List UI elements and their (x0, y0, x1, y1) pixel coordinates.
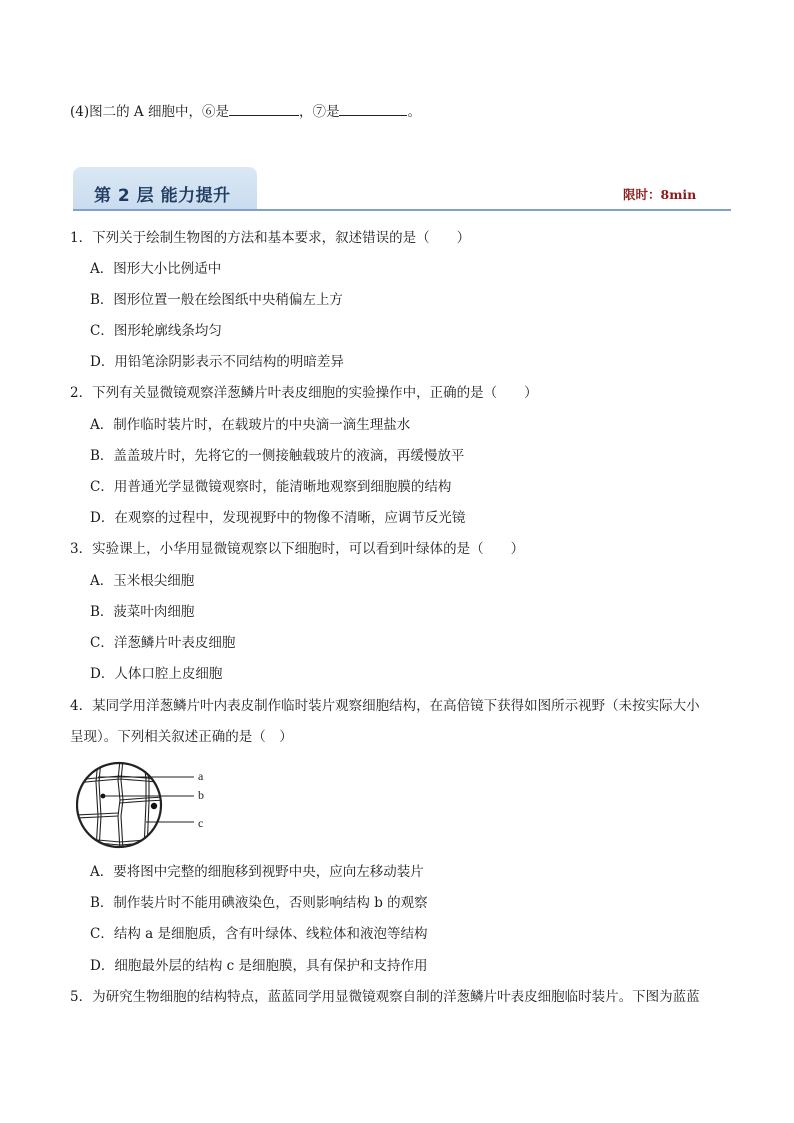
section-title: 第 2 层 能力提升 (94, 186, 231, 206)
question-3-stem: 3．实验课上，小华用显微镜观察以下细胞时，可以看到叶绿体的是（ ） (70, 541, 525, 557)
label-c: c (198, 816, 204, 830)
onion-cell-diagram (76, 760, 226, 852)
time-limit-label: 限时：8min (623, 187, 697, 202)
question-4-option-b[interactable]: B．制作装片时不能用碘液染色，否则影响结构 b 的观察 (90, 895, 428, 911)
answer-blank-6[interactable] (229, 103, 299, 116)
microscope-field-figure (76, 760, 226, 856)
question-3-option-c[interactable]: C．洋葱鳞片叶表皮细胞 (90, 635, 236, 651)
prev-question-text-a: (4)图二的 A 细胞中，⑥是 (70, 104, 229, 120)
question-2-stem: 2．下列有关显微镜观察洋葱鳞片叶表皮细胞的实验操作中，正确的是（ ） (70, 385, 538, 401)
question-5-stem: 5．为研究生物细胞的结构特点，蓝蓝同学用显微镜观察自制的洋葱鳞片叶表皮细胞临时装片。下图为蓝蓝 (70, 989, 700, 1005)
question-1-option-c[interactable]: C．图形轮廓线条均匀 (90, 323, 222, 339)
question-1-option-d[interactable]: D．用铅笔涂阴影表示不同结构的明暗差异 (90, 354, 344, 370)
prev-question-line (70, 103, 421, 121)
prev-question-text-b: ，⑦是 (298, 104, 340, 120)
question-1-option-b[interactable]: B．图形位置一般在绘图纸中央稍偏左上方 (90, 292, 343, 308)
question-4-option-a[interactable]: A．要将图中完整的细胞移到视野中央，应向左移动装片 (90, 864, 424, 880)
question-3-option-d[interactable]: D．人体口腔上皮细胞 (90, 666, 223, 682)
question-3-option-a[interactable]: A．玉米根尖细胞 (90, 573, 195, 589)
question-1-option-a[interactable]: A．图形大小比例适中 (90, 261, 222, 277)
label-b: b (198, 788, 204, 802)
question-4-stem-line2: 呈现）。下列相关叙述正确的是（ ） (70, 729, 293, 745)
question-4-stem-line1: 4．某同学用洋葱鳞片叶内表皮制作临时装片观察细胞结构，在高倍镜下获得如图所示视野（未按实际大小 (70, 698, 700, 714)
question-4-option-c[interactable]: C．结构 a 是细胞质，含有叶绿体、线粒体和液泡等结构 (90, 926, 428, 942)
question-2-option-d[interactable]: D．在观察的过程中，发现视野中的物像不清晰，应调节反光镜 (90, 510, 466, 526)
question-2-option-a[interactable]: A．制作临时装片时，在载玻片的中央滴一滴生理盐水 (90, 417, 411, 433)
question-2-option-b[interactable]: B．盖盖玻片时，先将它的一侧接触载玻片的液滴，再缓慢放平 (90, 448, 465, 464)
section-divider (73, 209, 731, 211)
answer-blank-7[interactable] (339, 103, 407, 116)
label-a: a (198, 769, 204, 783)
question-3-option-b[interactable]: B．菠菜叶肉细胞 (90, 604, 195, 620)
question-1-stem: 1．下列关于绘制生物图的方法和基本要求，叙述错误的是（ ） (70, 230, 471, 246)
question-2-option-c[interactable]: C．用普通光学显微镜观察时，能清晰地观察到细胞膜的结构 (90, 479, 452, 495)
prev-question-text-c: 。 (407, 104, 421, 120)
nucleus-dot-right (151, 803, 157, 809)
question-4-option-d[interactable]: D．细胞最外层的结构 c 是细胞膜，具有保护和支持作用 (90, 958, 428, 974)
